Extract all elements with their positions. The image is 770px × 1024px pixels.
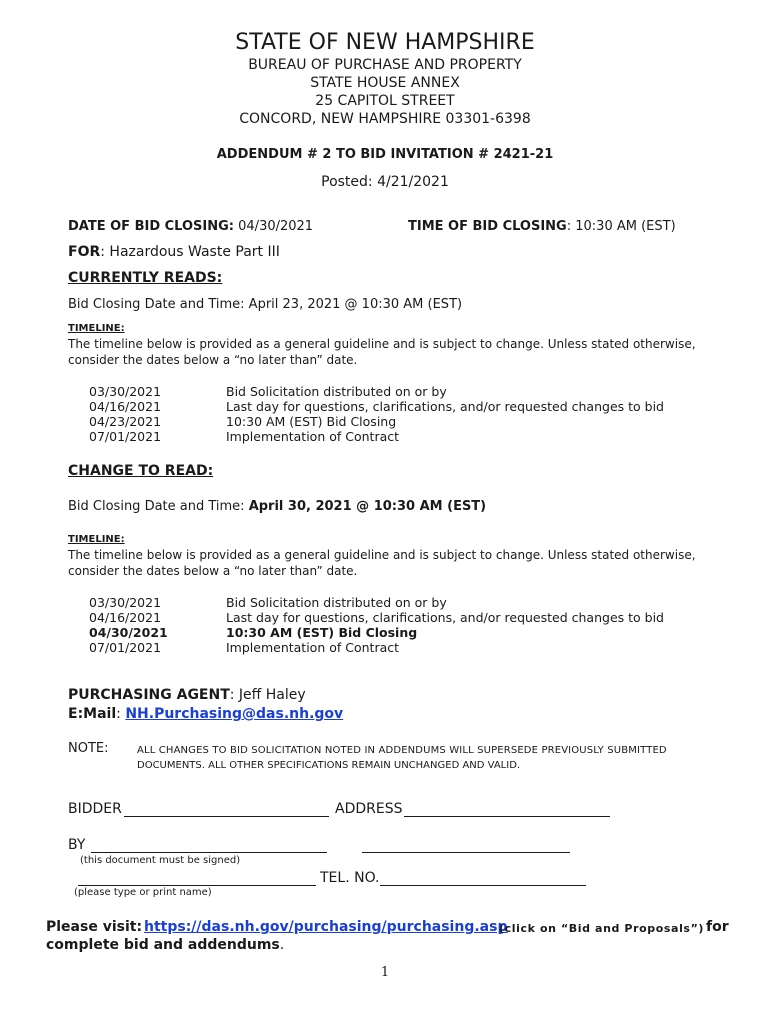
bid-closing-date-value: 04/30/2021 (238, 219, 314, 234)
bid-for (68, 244, 280, 260)
visit-line-2 (46, 937, 284, 953)
bid-closing-time-label: TIME OF BID CLOSING (408, 219, 567, 234)
timeline-date: 07/01/2021 (89, 640, 162, 655)
current-timeline-intro-2: consider the dates below a “no later than” date. (68, 353, 358, 367)
timeline-desc: Last day for questions, clarifications, and/or requested changes to bid (226, 610, 664, 625)
by-line[interactable] (91, 852, 327, 853)
bid-closing-time (408, 219, 676, 234)
table-row (89, 640, 770, 655)
timeline-date: 04/16/2021 (89, 610, 162, 625)
addendum-title: ADDENDUM # 2 TO BID INVITATION # 2421-21 (216, 147, 554, 162)
agent-email-label: E:Mail (68, 706, 117, 722)
timeline-desc: Implementation of Contract (226, 640, 400, 655)
annex-name: STATE HOUSE ANNEX (310, 75, 460, 91)
timeline-desc: 10:30 AM (EST) Bid Closing (226, 414, 397, 429)
timeline-desc: Bid Solicitation distributed on or by (226, 384, 447, 399)
timeline-desc: Bid Solicitation distributed on or by (226, 595, 447, 610)
note-line-2: DOCUMENTS. ALL OTHER SPECIFICATIONS REMAIN UNCHANGED AND VALID. (137, 760, 521, 771)
new-timeline-intro-2: consider the dates below a “no later than” date. (68, 564, 358, 578)
current-bid-closing: Bid Closing Date and Time: April 23, 2021 @ 10:30 AM (EST) (68, 297, 463, 312)
timeline-date: 04/30/2021 (89, 625, 168, 640)
current-timeline-table (89, 384, 769, 446)
table-row (89, 625, 770, 640)
purchasing-agent (68, 687, 306, 703)
posted-date: Posted: 4/21/2021 (321, 174, 449, 190)
agent-email-link[interactable]: NH.Purchasing@das.nh.gov (125, 706, 344, 722)
note-line-1: ALL CHANGES TO BID SOLICITATION NOTED IN ADDENDUMS WILL SUPERSEDE PREVIOUSLY SUBMITTED (137, 745, 667, 756)
new-timeline-label: TIMELINE: (68, 534, 125, 545)
bid-closing-date-label: DATE OF BID CLOSING: (68, 219, 234, 234)
table-row (89, 610, 770, 625)
timeline-date: 04/16/2021 (89, 399, 162, 414)
print-note: (please type or print name) (74, 887, 212, 898)
bureau-name: BUREAU OF PURCHASE AND PROPERTY (248, 57, 522, 73)
agent-email-sep: : (116, 706, 126, 722)
change-to-read-heading: CHANGE TO READ: (68, 463, 214, 479)
bid-for-label: FOR (68, 244, 101, 260)
address-line[interactable] (404, 816, 610, 817)
timeline-date: 07/01/2021 (89, 429, 162, 444)
purchasing-agent-name: : Jeff Haley (229, 687, 306, 703)
visit-line-2-period: . (279, 937, 285, 953)
new-bid-closing-label: Bid Closing Date and Time: (68, 499, 249, 514)
current-timeline-intro-1: The timeline below is provided as a general guideline and is subject to change. Unless stated otherwise, (68, 337, 696, 351)
current-timeline-label: TIMELINE: (68, 323, 125, 334)
purchasing-agent-label: PURCHASING AGENT (68, 687, 230, 703)
bid-closing-time-value: : 10:30 AM (EST) (566, 219, 676, 234)
agent-email (68, 706, 343, 722)
visit-line-2-text: complete bid and addendums (46, 937, 280, 953)
click-note: (click on “Bid and Proposals”) (499, 922, 705, 935)
page-number: 1 (380, 965, 390, 980)
by-label: BY (68, 837, 86, 853)
bidder-label: BIDDER (68, 801, 122, 817)
timeline-date: 03/30/2021 (89, 595, 162, 610)
table-row (89, 399, 770, 414)
bid-for-value: : Hazardous Waste Part III (100, 244, 280, 260)
new-timeline-table (89, 595, 769, 657)
table-row (89, 414, 770, 429)
purchasing-url-link[interactable]: https://das.nh.gov/purchasing/purchasing.asp (144, 919, 508, 935)
timeline-date: 03/30/2021 (89, 384, 162, 399)
new-timeline-intro-1: The timeline below is provided as a general guideline and is subject to change. Unless stated otherwise, (68, 548, 696, 562)
timeline-date: 04/23/2021 (89, 414, 162, 429)
tel-label: TEL. NO. (320, 870, 380, 886)
table-row (89, 429, 770, 444)
city-address: CONCORD, NEW HAMPSHIRE 03301-6398 (239, 111, 531, 127)
bid-closing-date (68, 219, 313, 234)
print-name-line[interactable] (78, 885, 316, 886)
by-line-2[interactable] (362, 852, 570, 853)
state-title: STATE OF NEW HAMPSHIRE (235, 30, 535, 55)
address-label: ADDRESS (335, 801, 403, 817)
new-bid-closing (68, 499, 486, 514)
note-label: NOTE: (68, 741, 109, 756)
timeline-desc: Last day for questions, clarifications, and/or requested changes to bid (226, 399, 664, 414)
tel-line[interactable] (380, 885, 586, 886)
timeline-desc: 10:30 AM (EST) Bid Closing (226, 625, 418, 640)
table-row (89, 384, 770, 399)
table-row (89, 595, 770, 610)
bidder-line[interactable] (124, 816, 329, 817)
visit-label: Please visit: (46, 919, 143, 935)
for-word: for (706, 919, 729, 935)
street-address: 25 CAPITOL STREET (315, 93, 455, 109)
currently-reads-heading: CURRENTLY READS: (68, 270, 223, 286)
signed-note: (this document must be signed) (80, 855, 241, 866)
new-bid-closing-value: April 30, 2021 @ 10:30 AM (EST) (248, 499, 487, 514)
timeline-desc: Implementation of Contract (226, 429, 400, 444)
